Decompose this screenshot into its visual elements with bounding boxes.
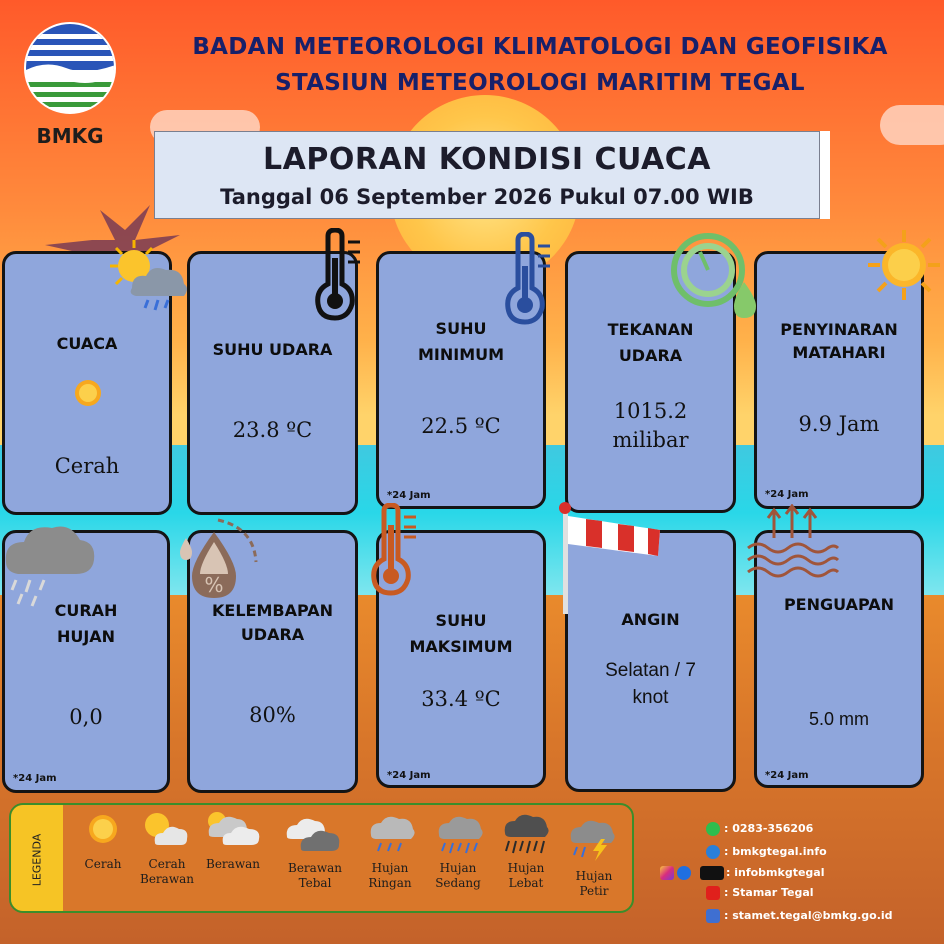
- email-icon: [706, 909, 720, 923]
- report-date: Tanggal 06 September 2026 Pukul 07.00 WIB: [220, 185, 754, 209]
- legend-label: Hujan Petir: [575, 869, 613, 898]
- thermometer-icon: [498, 232, 556, 326]
- card-label: SUHU: [435, 611, 487, 630]
- report-title-box: [154, 131, 820, 219]
- windsock-icon: [556, 500, 666, 614]
- cloudy-icon: [205, 809, 263, 847]
- light-rain-icon: [367, 811, 417, 855]
- legend-label: Cerah: [84, 857, 122, 871]
- card-value: 0,0: [69, 705, 103, 729]
- sunny-icon: [85, 811, 121, 847]
- svg-text:%: %: [204, 573, 224, 597]
- card-value: Selatan / 7: [605, 660, 696, 681]
- card-value: 33.4 ºC: [421, 687, 501, 711]
- card-value: 22.5 ºC: [421, 414, 501, 438]
- report-title: LAPORAN KONDISI CUACA: [263, 142, 711, 177]
- card-label: TEKANAN: [607, 320, 694, 339]
- heavy-rain-icon: [501, 809, 551, 855]
- contact-social[interactable]: : infobmkgtegal: [726, 866, 825, 879]
- card-label: ANGIN: [621, 610, 680, 629]
- legend-label: Cerah Berawan: [140, 857, 194, 886]
- card-value: 5.0 mm: [808, 709, 869, 729]
- card-label: UDARA: [240, 625, 305, 644]
- card-note: *24 Jam: [765, 770, 809, 781]
- card-label: MAKSIMUM: [409, 637, 513, 656]
- thunderstorm-icon: [567, 815, 621, 861]
- card-label: SUHU UDARA: [212, 340, 333, 359]
- humidity-icon: [176, 510, 262, 604]
- sun-icon: [866, 228, 942, 302]
- legend-label: Berawan: [206, 857, 260, 871]
- contact-web[interactable]: : bmkgtegal.info: [724, 845, 827, 858]
- card-value: 80%: [249, 703, 296, 727]
- barometer-icon: [668, 232, 762, 322]
- legend-label: Berawan Tebal: [288, 861, 342, 890]
- card-note: *24 Jam: [387, 490, 431, 501]
- contact-panel: [660, 818, 940, 928]
- card-label: SUHU: [435, 319, 487, 338]
- legend-tag: [11, 805, 63, 913]
- station-name: STASIUN METEOROLOGI MARITIM TEGAL: [275, 70, 805, 96]
- card-label: HUJAN: [56, 627, 116, 646]
- card-unit: knot: [632, 687, 669, 708]
- org-name: BADAN METEOROLOGI KLIMATOLOGI DAN GEOFISIKA: [192, 34, 888, 60]
- sunny-icon: [71, 376, 105, 410]
- thermometer-icon: [364, 503, 422, 597]
- card-label: CUACA: [56, 334, 118, 353]
- partly-cloudy-icon: [141, 811, 189, 849]
- card-label: KELEMBAPAN: [212, 601, 333, 620]
- card-value: 23.8 ºC: [232, 418, 313, 442]
- legend-panel: [9, 803, 634, 913]
- card-note: *24 Jam: [13, 773, 57, 784]
- card-label: UDARA: [618, 346, 683, 365]
- x-tiktok-icon: [700, 866, 724, 880]
- thermometer-icon: [308, 228, 366, 322]
- card-unit: milibar: [612, 428, 689, 452]
- legend-title: LEGENDA: [30, 833, 44, 887]
- overcast-icon: [283, 813, 341, 853]
- partly-cloudy-rain-icon: [104, 238, 190, 318]
- background-cloud: [880, 105, 944, 145]
- card-value: 9.9 Jam: [798, 412, 880, 436]
- bmkg-logo-text: BMKG: [36, 124, 104, 148]
- rain-cloud-icon: [0, 518, 96, 608]
- card-note: *24 Jam: [387, 770, 431, 781]
- facebook-icon: [677, 866, 691, 880]
- web-icon: [706, 845, 720, 859]
- legend-label: Hujan Lebat: [507, 861, 545, 890]
- contact-youtube[interactable]: : Stamar Tegal: [724, 886, 814, 899]
- legend-label: Hujan Sedang: [435, 861, 481, 890]
- card-label: PENGUAPAN: [783, 595, 895, 614]
- instagram-icon: [660, 866, 674, 880]
- legend-label: Hujan Ringan: [368, 861, 412, 890]
- bmkg-logo: [18, 22, 122, 152]
- phone-icon: [706, 822, 720, 836]
- card-label: CURAH: [54, 601, 118, 620]
- moderate-rain-icon: [435, 811, 485, 855]
- evaporation-icon: [744, 504, 840, 580]
- card-label: MINIMUM: [417, 345, 505, 364]
- card-value: Cerah: [54, 454, 120, 478]
- card-note: *24 Jam: [765, 489, 809, 500]
- youtube-icon: [706, 886, 720, 900]
- card-label: PENYINARAN: [780, 320, 898, 339]
- contact-email[interactable]: : stamet.tegal@bmkg.go.id: [724, 909, 893, 922]
- card-label: MATAHARI: [792, 343, 886, 362]
- contact-phone: : 0283-356206: [724, 822, 814, 835]
- card-value: 1015.2: [613, 399, 688, 423]
